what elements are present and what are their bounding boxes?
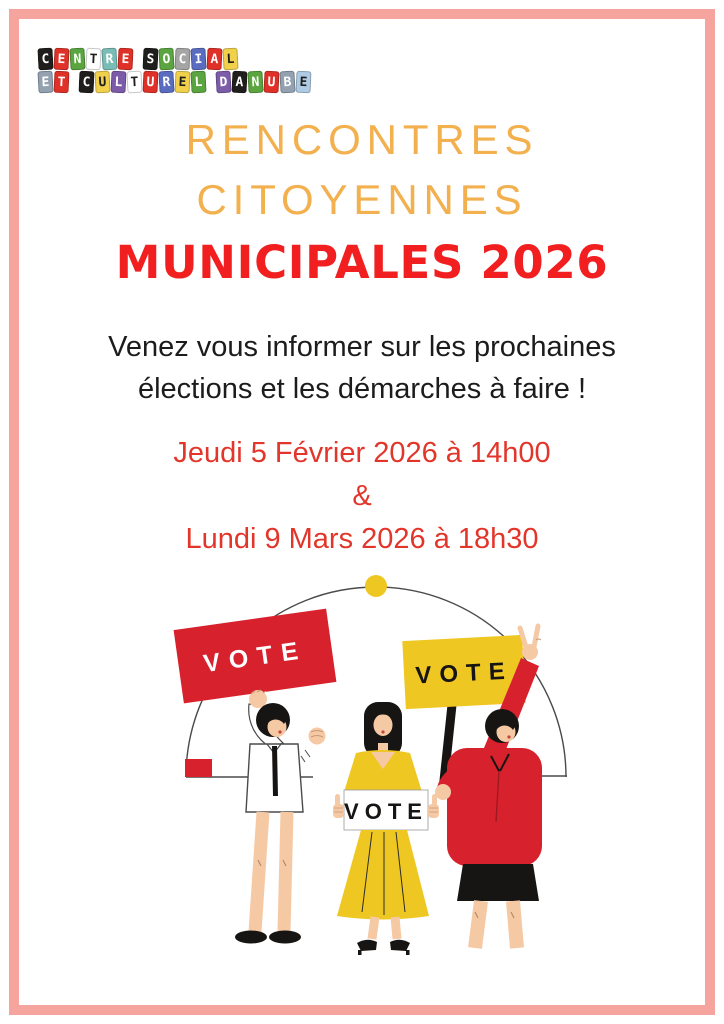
logo-letter-tile: R [101, 48, 117, 71]
schedule-date-1: Jeudi 5 Février 2026 à 14h00 [173, 437, 551, 469]
peace-hand [520, 626, 541, 660]
white-vote-card [344, 790, 428, 830]
schedule-date-2: Lundi 9 Mars 2026 à 18h30 [185, 523, 539, 555]
svg-text:VOTE: VOTE [201, 635, 309, 679]
logo-letter-tile: A [232, 71, 248, 94]
logo-letter-tile: A [207, 48, 223, 71]
red-vote-sign [174, 609, 337, 704]
body-line-2: élections et les démarches à faire ! [137, 373, 587, 405]
logo-letter-tile: E [54, 48, 70, 71]
poster-headline: MUNICIPALES 2026 [115, 236, 609, 289]
schedule-separator: & [352, 480, 372, 512]
logo-letter-tile: U [264, 71, 280, 94]
logo-letter-tile: T [86, 48, 102, 71]
logo-letter-tile: C [79, 71, 95, 94]
logo-letter-tile: E [175, 71, 191, 94]
logo-letter-tile: L [222, 48, 238, 71]
body-line-1: Venez vous informer sur les prochaines [108, 331, 616, 363]
logo-letter-tile: L [190, 71, 206, 94]
vote-illustration [77, 560, 647, 965]
svg-text:VOTE: VOTE [344, 799, 428, 824]
logo-letter-tile: S [143, 48, 159, 71]
logo-row-1 [38, 48, 312, 70]
logo-letter-tile: C [37, 48, 53, 71]
logo-letter-tile: I [190, 48, 206, 71]
logo-letter-tile: N [247, 71, 263, 94]
logo-letter-tile: D [215, 71, 231, 94]
logo-letter-tile: B [279, 71, 295, 94]
title-line-2: CITOYENNES [196, 176, 528, 223]
thumb-up-left [333, 794, 344, 818]
logo-letter-tile: O [158, 48, 174, 71]
person-middle [333, 702, 439, 955]
logo-letter-tile: N [69, 48, 85, 71]
poster-schedule [0, 432, 724, 561]
yellow-dot [365, 575, 387, 597]
logo-letter-tile: T [126, 71, 142, 94]
title-line-1: RENCONTRES [185, 116, 539, 163]
logo-letter-tile: R [158, 71, 174, 94]
logo-row-2 [38, 71, 312, 93]
logo-letter-tile: E [118, 48, 134, 71]
centre-social-logo [38, 48, 312, 93]
logo-letter-tile: L [111, 71, 127, 94]
poster-title [0, 110, 724, 230]
logo-letter-tile: C [175, 48, 191, 71]
poster-body-text [0, 326, 724, 410]
logo-letter-tile: E [37, 71, 53, 94]
svg-text:VOTE: VOTE [414, 657, 514, 690]
logo-letter-tile: E [296, 71, 312, 94]
logo-letter-tile: U [94, 71, 110, 94]
logo-letter-tile: U [143, 71, 159, 94]
red-square [185, 759, 212, 777]
logo-letter-tile: T [54, 71, 70, 94]
